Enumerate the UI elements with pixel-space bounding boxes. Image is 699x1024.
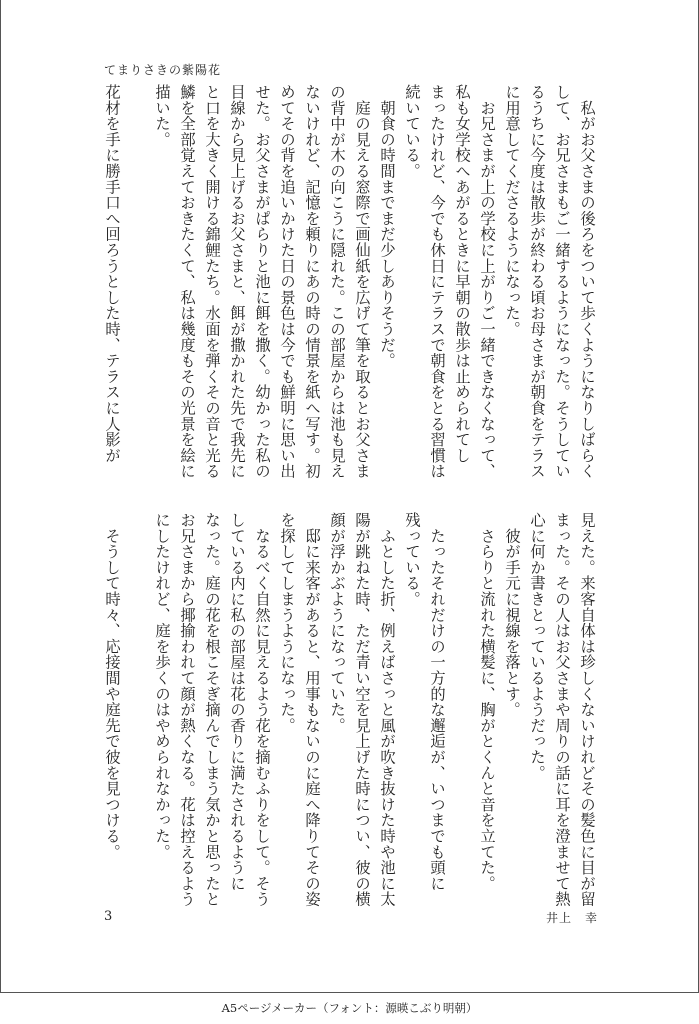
text-line: して、お兄さまもご一緒するようになった。そうしてい	[553, 84, 571, 479]
text-line: 顔が浮かぶようになっていた。	[328, 512, 346, 734]
text-line: 鱗を全部覚えておきたくて、私は幾度もその光景を絵に	[178, 84, 196, 479]
text-line: している内に私の部屋は花の香りに満たされるように	[228, 512, 246, 892]
text-line: にしたけれど、庭を歩くのはやめられなかった。	[153, 512, 171, 860]
text-line: お兄さまから揶揄われて顔が熱くなる。花は控えるよう	[178, 512, 196, 907]
text-line	[124, 84, 149, 469]
text-line: 描いた。	[153, 84, 171, 148]
text-line: 朝食の時間までまだ少しありそうだ。	[378, 84, 396, 369]
text-line: 心に何か書きとっているようだった。	[528, 512, 546, 781]
text-line: めてその背を追いかけた日の景色は今でも鮮明に思い出	[278, 84, 296, 479]
text-line: と口を大きく開ける錦鯉たち。水面を弾くその音と光る	[203, 84, 221, 479]
text-line: お兄さまが上の学校に上がりご一緒できなくなって、	[478, 84, 496, 479]
text-line: 私も女学校へあがるときに早朝の散歩は止められてし	[453, 84, 471, 464]
text-line: まった。その人はお父さまや周りの話に耳を澄ませて熱	[553, 512, 571, 907]
text-line	[449, 512, 474, 897]
text-line: 彼が手元に視線を落とす。	[503, 512, 521, 718]
text-line: 見えた。来客自体は珍しくないけれどその髪色に目が留	[578, 512, 596, 907]
text-line: るうちに今度は散歩が終わる頃お母さまが朝食をテラス	[528, 84, 546, 479]
text-line: まったけれど、今でも休日にテラスで朝食をとる習慣は	[428, 84, 446, 479]
text-line: の背中が木の向こうに隠れた。この部屋からは池も見え	[328, 84, 346, 479]
text-line: さらりと流れた横髪に、胸がとくんと音を立てた。	[478, 512, 496, 892]
text-block-top	[99, 84, 599, 479]
text-line: に用意してくださるようになった。	[503, 84, 521, 337]
text-line: そうして時々、応接間や庭先で彼を見つける。	[103, 512, 121, 860]
text-line: 目線から見上げるお父さまと、餌が撒かれた先で我先に	[228, 84, 246, 479]
text-line	[124, 512, 149, 897]
text-line: 続いている。	[403, 84, 421, 179]
caption: A5ページメーカー（フォント：源暎こぶり明朝）	[221, 1001, 478, 1015]
text-line: なるべく自然に見えるよう花を摘むふりをして。そう	[253, 512, 271, 907]
text-line: 邸に来客があると、用事もないのに庭へ降りてその姿	[303, 512, 321, 907]
text-line: を探してしまうようになった。	[278, 512, 296, 734]
text-block-bottom	[99, 512, 599, 907]
author-name: 井上 幸	[546, 911, 599, 925]
text-line: ないけれど、記憶を頼りにあの時の情景を紙へ写す。初	[303, 84, 321, 479]
text-line: ふとした折、例えばさっと風が吹き抜けた時や池に太	[378, 512, 396, 907]
running-title: てまりさきの紫陽花	[104, 63, 222, 77]
text-line: たったそれだけの一方的な邂逅が、いつまでも頭に	[428, 512, 446, 892]
text-line: 陽が跳ねた時、ただ青い空を見上げた時につい、彼の横	[353, 512, 371, 907]
text-line: 残っている。	[403, 512, 421, 607]
text-line: せた。お父さまがぱらりと池に餌を撒く。幼かった私の	[253, 84, 271, 479]
text-line: 花材を手に勝手口へ回ろうとした時、テラスに人影が	[103, 84, 121, 464]
text-line: 私がお父さまの後ろをついて歩くようになりしばらく	[578, 84, 596, 479]
text-line: 庭の見える窓際で画仙紙を広げて筆を取るとお父さま	[353, 84, 371, 479]
text-line: なった。庭の花を根こそぎ摘んでしまう気かと思ったと	[203, 512, 221, 907]
page-number: 3	[104, 909, 113, 924]
